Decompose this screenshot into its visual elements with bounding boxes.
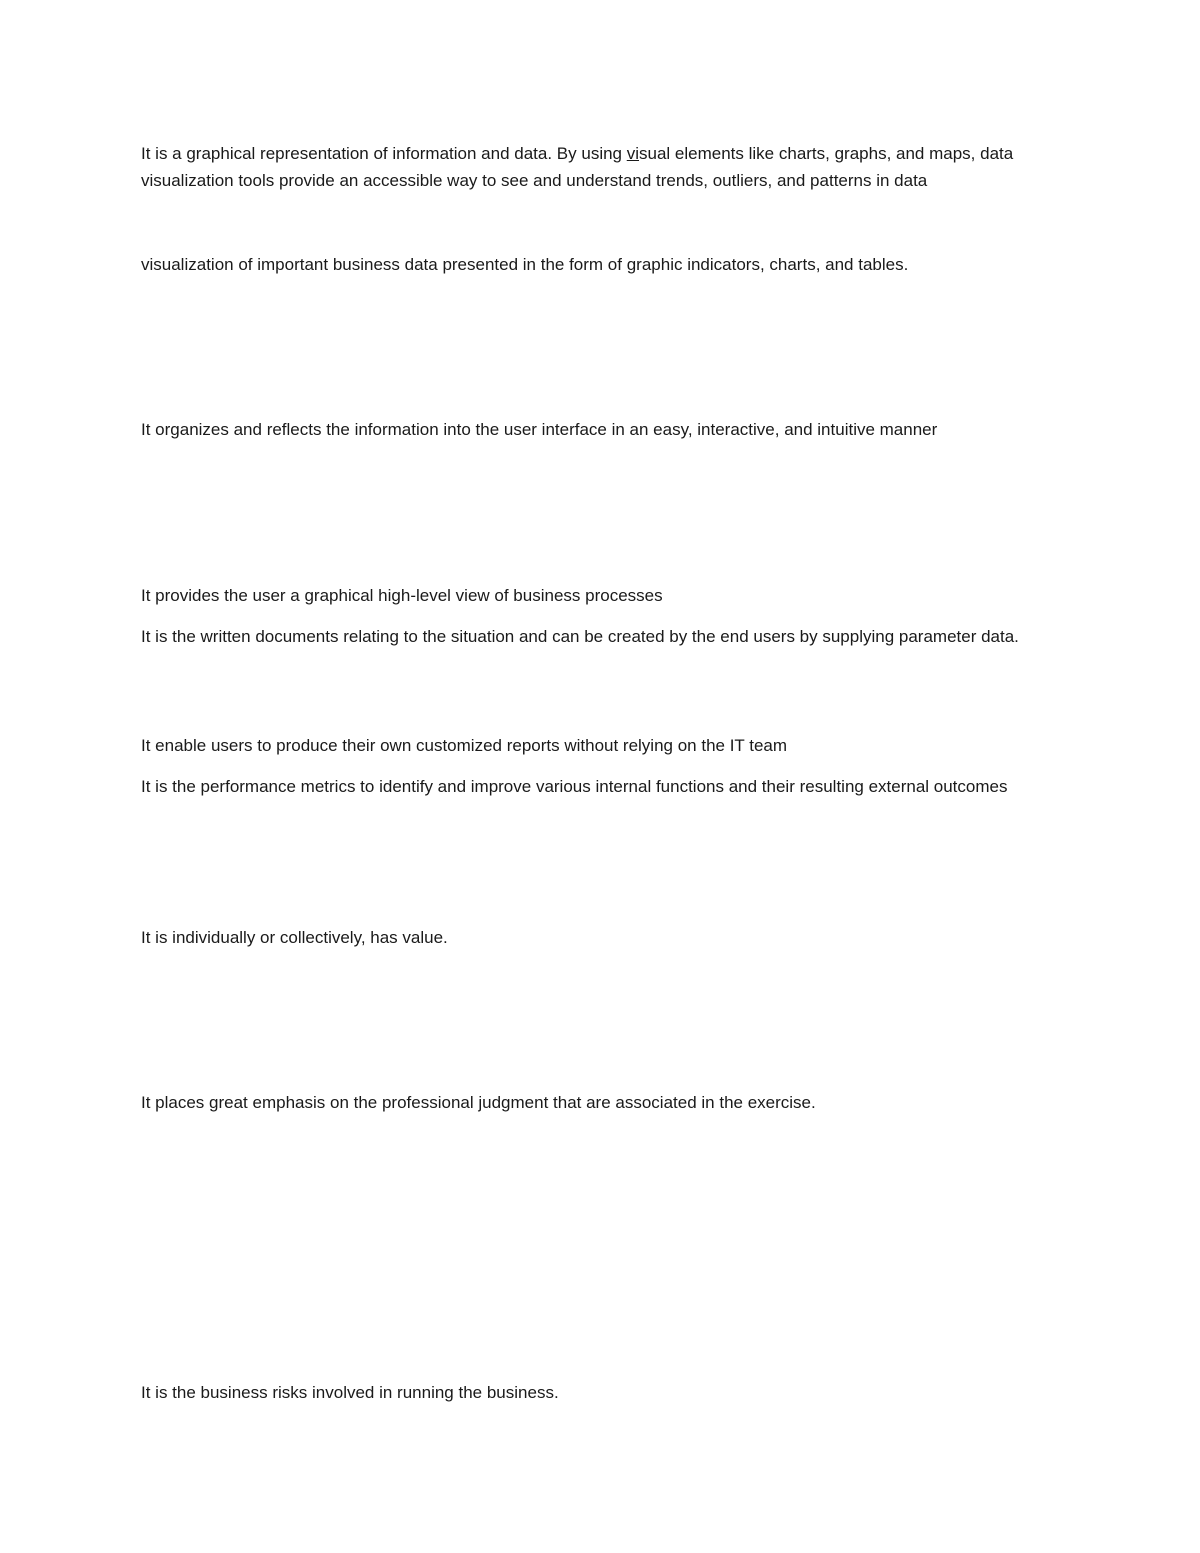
paragraph-high-level-view: It provides the user a graphical high-level view of business processes xyxy=(141,586,663,605)
paragraph-text: It is a graphical representation of information and data. By using xyxy=(141,144,627,163)
underlined-text: vi xyxy=(626,144,640,163)
paragraph-written-documents: It is the written documents relating to the situation and can be created by the end users by supplying parameter data. xyxy=(141,627,1019,646)
paragraph-organizes: It organizes and reflects the information into the user interface in an easy, interactive, and intuitive manner xyxy=(141,420,938,439)
paragraph-business-risks: It is the business risks involved in running the business. xyxy=(141,1383,559,1402)
paragraph-dashboard: visualization of important business data presented in the form of graphic indicators, charts, and tables. xyxy=(141,255,909,274)
paragraph-value: It is individually or collectively, has value. xyxy=(141,928,448,947)
paragraph-performance-metrics: It is the performance metrics to identify and improve various internal functions and their resulting external outcomes xyxy=(141,777,1008,796)
paragraph-customized-reports: It enable users to produce their own customized reports without relying on the IT team xyxy=(141,736,788,755)
paragraph-text: sual elements like charts, graphs, and maps, data visualization tools provide an accessible way to see and understand trends, outliers, and patterns in data xyxy=(141,144,1014,190)
paragraph-professional-judgment: It places great emphasis on the professional judgment that are associated in the exercise. xyxy=(141,1093,816,1112)
paragraph-data-visualization xyxy=(141,140,1071,194)
